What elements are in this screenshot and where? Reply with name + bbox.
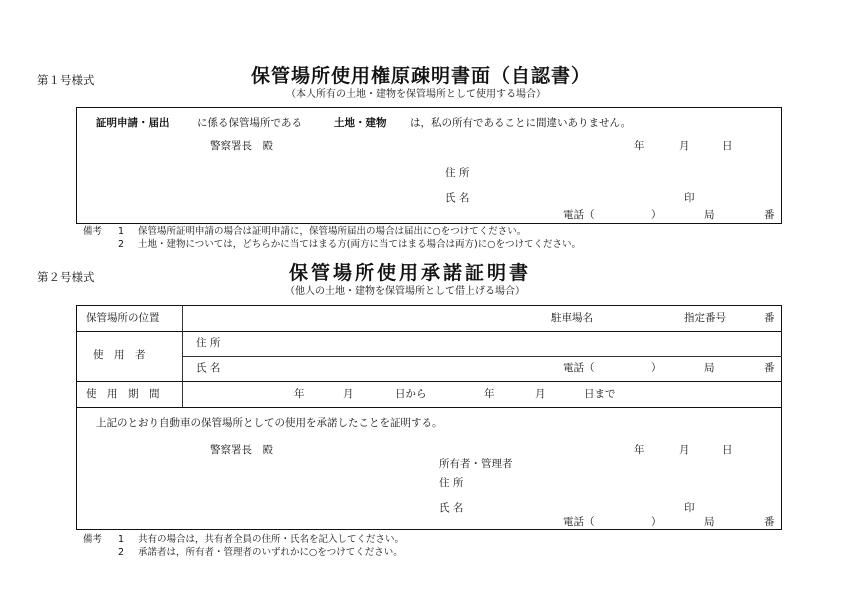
form2-period-until: 日まで xyxy=(584,388,616,400)
form2-period-year-2: 年 xyxy=(484,388,495,400)
form2-row-line-4 xyxy=(76,407,782,408)
form1-number: 番 xyxy=(764,209,775,221)
form2-name-label: 氏 名 xyxy=(196,362,221,374)
form2-month: 月 xyxy=(679,444,690,456)
form1-note-2: 土地・建物については，どちらかに当てはまる方(両方に当てはまる場合は両方)に○をつけてください。 xyxy=(138,239,582,250)
form1-station: 局 xyxy=(704,209,715,221)
form2-seal: 印 xyxy=(684,502,695,514)
form2-designated-no: 指定番号 xyxy=(684,312,726,324)
form1-phone-close: ） xyxy=(651,209,662,221)
form1-note-1-no: 1 xyxy=(118,226,125,237)
form2-owner-station: 局 xyxy=(704,516,715,528)
form2-statement: 上記のとおり自動車の保管場所としての使用を承諾したことを証明する。 xyxy=(96,417,443,429)
form2-year: 年 xyxy=(634,444,645,456)
form1-related: に係る保管場所である xyxy=(197,117,302,129)
form1-address-label: 住 所 xyxy=(445,167,470,179)
form1-seal: 印 xyxy=(684,192,695,204)
form2-phone: 電話（ xyxy=(563,362,595,374)
form2-period-label: 使 用 期 間 xyxy=(86,388,160,400)
form2-notes-label: 備考 xyxy=(83,534,103,545)
form2-note-1-no: 1 xyxy=(118,534,125,545)
form1-note-1: 保管場所証明申請の場合は証明申請に，保管場所届出の場合は届出に○をつけてください。 xyxy=(138,226,527,237)
form1-year: 年 xyxy=(634,140,645,152)
form2-owner-number: 番 xyxy=(764,516,775,528)
form1-subtitle: （本人所有の土地・建物を保管場所として使用する場合） xyxy=(286,89,546,100)
form1-name-label: 氏 名 xyxy=(445,192,470,204)
form1-chief: 警察署長 殿 xyxy=(210,140,273,152)
form2-col-line xyxy=(182,305,183,407)
form2-station: 局 xyxy=(704,362,715,374)
form2-note-2-no: 2 xyxy=(118,547,125,558)
form2-owner-phone-close: ） xyxy=(651,516,662,528)
form2-owner: 所有者・管理者 xyxy=(439,458,513,470)
form2-location-label: 保管場所の位置 xyxy=(86,312,160,324)
form1-land-bldg: 土地・建物 xyxy=(334,117,387,129)
form2-day: 日 xyxy=(722,444,733,456)
form1-cert-app: 証明申請・届出 xyxy=(96,117,170,129)
form2-period-month-2: 月 xyxy=(535,388,546,400)
form2-period-from: 日から xyxy=(395,388,427,400)
form2-row-line-2 xyxy=(182,356,782,357)
form1-label: 第１号様式 xyxy=(37,73,95,87)
form1-notes-label: 備考 xyxy=(83,226,103,237)
form1-note-2-no: 2 xyxy=(118,239,125,250)
form2-subtitle: （他人の土地・建物を保管場所として借上げる場合） xyxy=(285,286,525,297)
form2-owner-phone: 電話（ xyxy=(563,516,595,528)
form2-owner-name: 氏 名 xyxy=(439,502,464,514)
form2-phone-close: ） xyxy=(651,362,662,374)
form2-chief: 警察署長 殿 xyxy=(210,444,273,456)
form2-label: 第２号様式 xyxy=(37,270,95,284)
form1-phone: 電話（ xyxy=(563,209,595,221)
form2-user-label: 使 用 者 xyxy=(93,349,146,361)
form2-number: 番 xyxy=(764,362,775,374)
form1-month: 月 xyxy=(679,140,690,152)
form2-ban: 番 xyxy=(764,312,775,324)
form1-statement: は，私の所有であることに間違いありません。 xyxy=(410,117,632,129)
form2-note-2: 承諾者は，所有者・管理者のいずれかに○をつけてください。 xyxy=(138,547,403,558)
form2-title: 保管場所使用承諾証明書 xyxy=(289,262,532,284)
form2-period-month-1: 月 xyxy=(343,388,354,400)
form2-period-year-1: 年 xyxy=(294,388,305,400)
form1-day: 日 xyxy=(722,140,733,152)
form2-owner-address: 住 所 xyxy=(439,477,464,489)
form1-title: 保管場所使用権原疎明書面（自認書） xyxy=(251,65,592,87)
form2-note-1: 共有の場合は，共有者全員の住所・氏名を記入してください。 xyxy=(138,534,405,545)
form2-parking-name: 駐車場名 xyxy=(551,312,593,324)
form2-address-label: 住 所 xyxy=(196,337,221,349)
